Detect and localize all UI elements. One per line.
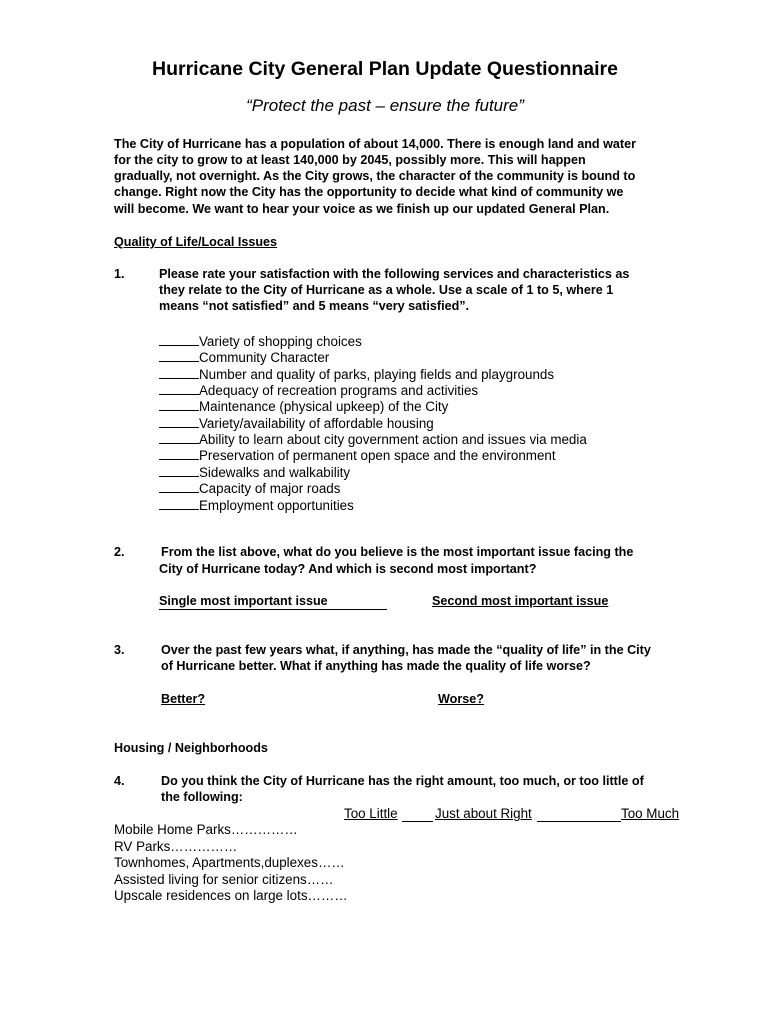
rating-item: Community Character (159, 348, 329, 365)
column-header-just-right: Just about Right (435, 806, 532, 821)
section-heading-quality-of-life: Quality of Life/Local Issues (114, 235, 278, 249)
question-number: 2. (114, 545, 125, 559)
rating-blank[interactable] (159, 332, 199, 346)
housing-row: Assisted living for senior citizens…… (114, 872, 334, 887)
rating-blank[interactable] (159, 381, 199, 395)
rating-item: Capacity of major roads (159, 479, 340, 496)
rating-blank[interactable] (159, 463, 199, 477)
page-title: Hurricane City General Plan Update Questionnaire (152, 58, 618, 80)
motto: “Protect the past – ensure the future” (246, 96, 524, 115)
header-rule (402, 806, 433, 822)
question-number: 1. (114, 267, 125, 281)
header-rule (537, 806, 621, 822)
rating-blank[interactable] (159, 348, 199, 362)
rating-blank[interactable] (159, 430, 199, 444)
rating-item: Adequacy of recreation programs and activities (159, 381, 478, 398)
rating-blank[interactable] (159, 414, 199, 428)
housing-row: Mobile Home Parks…………… (114, 822, 298, 837)
intro-line: gradually, not overnight. As the City grows, the character of the community is bound to (114, 169, 636, 183)
answer-single-most-important[interactable]: Single most important issue (159, 594, 387, 610)
column-header-too-little: Too Little (344, 806, 398, 821)
rating-blank[interactable] (159, 446, 199, 460)
housing-row: Townhomes, Apartments,duplexes…… (114, 855, 345, 870)
rating-item: Variety of shopping choices (159, 332, 362, 349)
question-1-text: they relate to the City of Hurricane as a whole. Use a scale of 1 to 5, where 1 (159, 283, 614, 297)
question-2-text: From the list above, what do you believe is the most important issue facing the (161, 545, 634, 559)
rating-item: Preservation of permanent open space and the environment (159, 446, 556, 463)
rating-item: Maintenance (physical upkeep) of the City (159, 397, 448, 414)
intro-line: for the city to grow to at least 140,000 by 2045, possibly more. This will happen (114, 153, 586, 167)
rating-item: Ability to learn about city government action and issues via media (159, 430, 587, 447)
housing-row: Upscale residences on large lots……… (114, 888, 348, 903)
section-heading-housing: Housing / Neighborhoods (114, 741, 268, 755)
question-1-text: Please rate your satisfaction with the following services and characteristics as (159, 267, 630, 281)
question-number: 3. (114, 643, 125, 657)
housing-row: RV Parks…………… (114, 839, 238, 854)
intro-line: change. Right now the City has the opportunity to decide what kind of community we (114, 185, 624, 199)
rating-item: Sidewalks and walkability (159, 463, 350, 480)
answer-second-most-important[interactable]: Second most important issue (432, 594, 609, 608)
intro-line: will become. We want to hear your voice as we finish up our updated General Plan. (114, 202, 610, 216)
question-4-text: Do you think the City of Hurricane has the right amount, too much, or too little of (161, 774, 644, 788)
question-2-text: City of Hurricane today? And which is second most important? (159, 562, 537, 576)
question-1-text: means “not satisfied” and 5 means “very satisfied”. (159, 299, 470, 313)
rating-blank[interactable] (159, 479, 199, 493)
answer-better[interactable]: Better? (161, 692, 206, 706)
rating-blank[interactable] (159, 365, 199, 379)
rating-item: Number and quality of parks, playing fields and playgrounds (159, 365, 554, 382)
rating-item: Variety/availability of affordable housing (159, 414, 434, 431)
column-header-too-much: Too Much (621, 806, 680, 821)
question-number: 4. (114, 774, 125, 788)
answer-worse[interactable]: Worse? (438, 692, 484, 706)
question-4-text: the following: (161, 790, 243, 804)
rating-blank[interactable] (159, 496, 199, 510)
question-3-text: Over the past few years what, if anything, has made the “quality of life” in the City (161, 643, 651, 657)
rating-item: Employment opportunities (159, 496, 354, 513)
intro-line: The City of Hurricane has a population of about 14,000. There is enough land and water (114, 137, 637, 151)
rating-blank[interactable] (159, 397, 199, 411)
question-3-text: of Hurricane better. What if anything has made the quality of life worse? (161, 659, 591, 673)
